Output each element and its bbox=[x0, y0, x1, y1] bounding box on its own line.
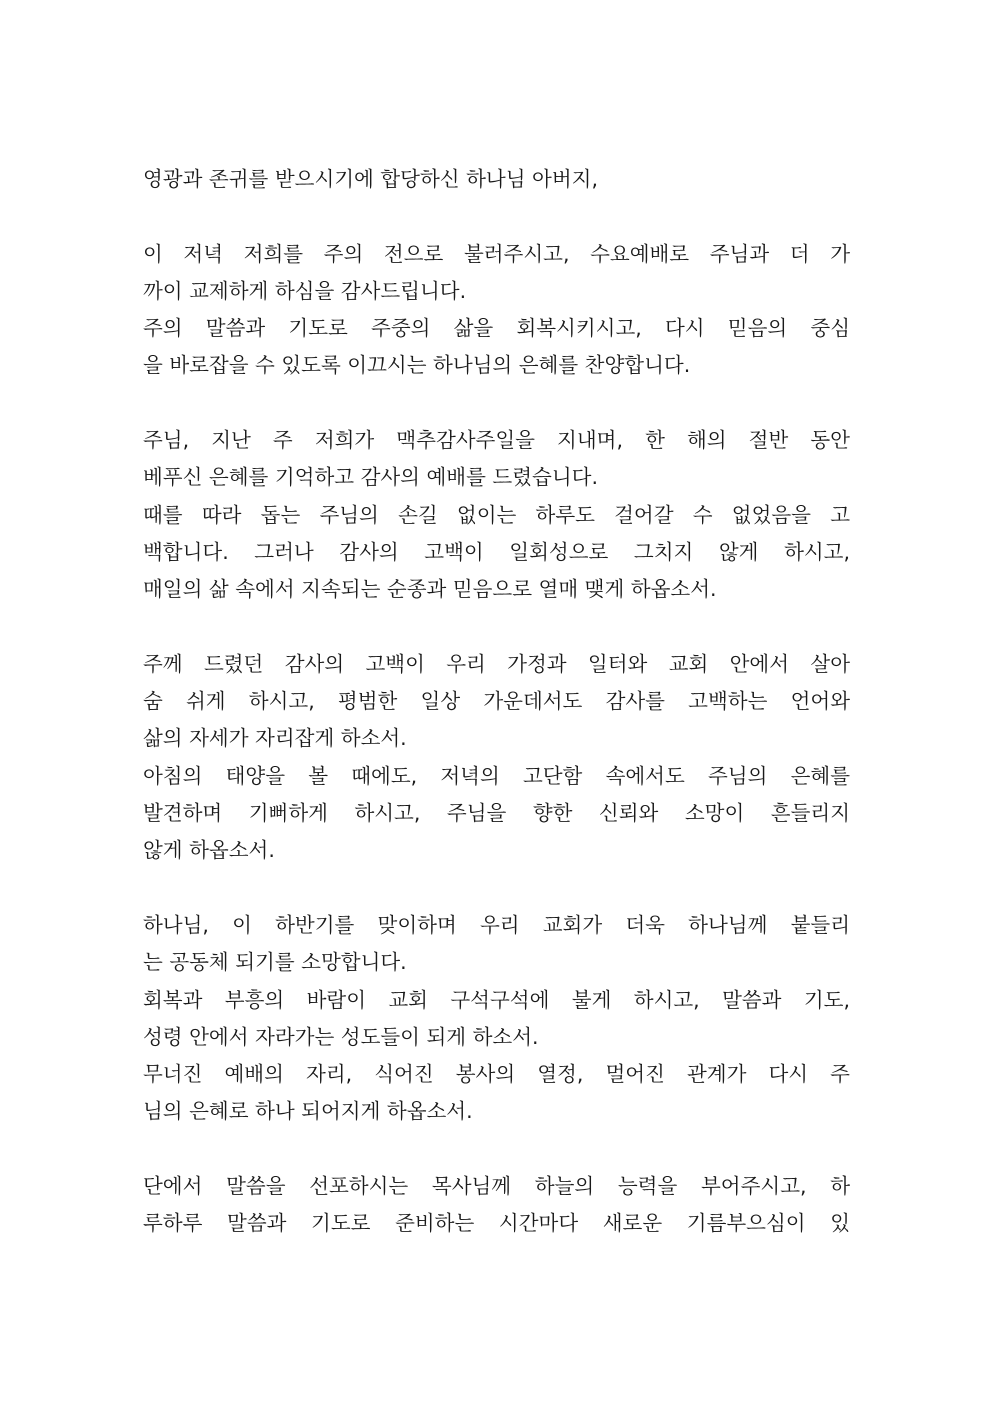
text-line: 아침의 태양을 볼 때에도, 저녁의 고단함 속에서도 주님의 은혜를 bbox=[143, 763, 850, 788]
text-line: 성령 안에서 자라가는 성도들이 되게 하소서. bbox=[143, 1024, 539, 1049]
text-line: 단에서 말씀을 선포하시는 목사님께 하늘의 능력을 부어주시고, 하 bbox=[143, 1174, 850, 1199]
paragraph-gap bbox=[143, 198, 850, 235]
text-line: 삶의 자세가 자리잡게 하소서. bbox=[143, 726, 407, 751]
text-line: 는 공동체 되기를 소망합니다. bbox=[143, 950, 407, 975]
text-line: 숨 쉬게 하시고, 평범한 일상 가운데서도 감사를 고백하는 언어와 bbox=[143, 689, 850, 714]
prayer-text-body bbox=[143, 161, 850, 1243]
text-line: 루하루 말씀과 기도로 준비하는 시간마다 새로운 기름부으심이 있 bbox=[143, 1211, 850, 1236]
text-line: 주의 말씀과 기도로 주중의 삶을 회복시키시고, 다시 믿음의 중심 bbox=[143, 316, 850, 341]
paragraph-gap bbox=[143, 609, 850, 646]
text-line: 님의 은혜로 하나 되어지게 하옵소서. bbox=[143, 1099, 473, 1124]
text-line: 회복과 부흥의 바람이 교회 구석구석에 불게 하시고, 말씀과 기도, bbox=[143, 987, 850, 1012]
text-line: 무너진 예배의 자리, 식어진 봉사의 열정, 멀어진 관계가 다시 주 bbox=[143, 1062, 850, 1087]
text-line: 베푸신 은혜를 기억하고 감사의 예배를 드렸습니다. bbox=[143, 465, 598, 490]
text-line: 매일의 삶 속에서 지속되는 순종과 믿음으로 열매 맺게 하옵소서. bbox=[143, 577, 717, 602]
text-line: 하나님, 이 하반기를 맞이하며 우리 교회가 더욱 하나님께 붙들리 bbox=[143, 912, 850, 937]
text-line: 주께 드렸던 감사의 고백이 우리 가정과 일터와 교회 안에서 살아 bbox=[143, 651, 850, 676]
text-line: 백합니다. 그러나 감사의 고백이 일회성으로 그치지 않게 하시고, bbox=[143, 539, 850, 564]
text-line: 때를 따라 돕는 주님의 손길 없이는 하루도 걸어갈 수 없었음을 고 bbox=[143, 502, 850, 527]
text-line: 이 저녁 저희를 주의 전으로 불러주시고, 수요예배로 주님과 더 가 bbox=[143, 241, 850, 266]
text-line: 까이 교제하게 하심을 감사드립니다. bbox=[143, 278, 467, 303]
text-line: 을 바로잡을 수 있도록 이끄시는 하나님의 은혜를 찬양합니다. bbox=[143, 353, 691, 378]
paragraph-gap bbox=[143, 1131, 850, 1168]
text-line: 영광과 존귀를 받으시기에 합당하신 하나님 아버지, bbox=[143, 167, 598, 191]
text-line: 주님, 지난 주 저희가 맥추감사주일을 지내며, 한 해의 절반 동안 bbox=[143, 428, 850, 453]
paragraph-gap bbox=[143, 385, 850, 422]
text-line: 발견하며 기뻐하게 하시고, 주님을 향한 신뢰와 소망이 흔들리지 bbox=[143, 801, 850, 826]
text-line: 않게 하옵소서. bbox=[143, 838, 275, 863]
paragraph-gap bbox=[143, 870, 850, 907]
